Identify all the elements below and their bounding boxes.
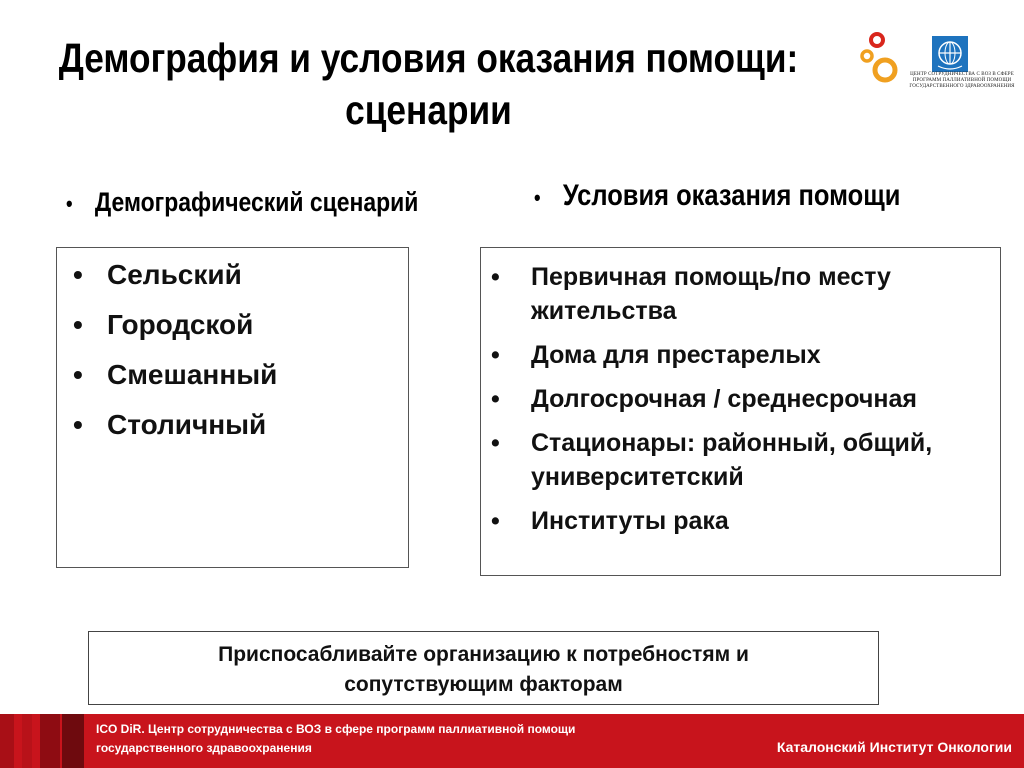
bullet: • [73, 359, 83, 390]
slide-title-line1: Демография и условия оказания помощи: [58, 35, 799, 81]
right-heading-text: Условия оказания помощи [562, 179, 901, 212]
right-heading [534, 180, 900, 214]
list-item [57, 358, 408, 391]
care-settings-box [480, 247, 1001, 576]
who-caption: ЦЕНТР СОТРУДНИЧЕСТВА С ВОЗ В СФЕРЕ ПРОГРАММ ПАЛЛИАТИВНОЙ ПОМОЩИ ГОСУДАРСТВЕННОГО ЗДРАВООХРАНЕНИЯ [909, 72, 1015, 89]
callout-box [88, 631, 879, 705]
bullet: • [491, 507, 500, 535]
list-item-text: Городской [107, 309, 254, 340]
slide-title [20, 32, 837, 136]
list-item [481, 426, 1000, 494]
list-item [481, 260, 1000, 328]
list-item-text: Сельский [107, 259, 242, 290]
logo-area [858, 30, 1018, 130]
bullet: • [491, 385, 500, 413]
list-item-text: Смешанный [107, 359, 278, 390]
who-emblem-icon [932, 36, 968, 72]
bullet: • [491, 263, 500, 291]
list-item [481, 382, 1000, 416]
list-item [57, 308, 408, 341]
callout-line1: Приспосабливайте организацию к потребностям и [218, 643, 749, 666]
footer-stripe [40, 714, 60, 768]
list-item-text: Столичный [107, 409, 267, 440]
list-item-text: Первичная помощь/по месту жительства [531, 263, 891, 325]
bullet: • [73, 309, 83, 340]
footer-stripe [0, 714, 14, 768]
footer-stripe [22, 714, 32, 768]
list-item [57, 408, 408, 441]
footer-left-line1: ICO DiR. Центр сотрудничества с ВОЗ в сфере программ паллиативной помощи [96, 722, 576, 736]
bullet: • [491, 341, 500, 369]
list-item [57, 258, 408, 291]
slide-title-line2: сценарии [345, 87, 512, 133]
list-item-text: Институты рака [531, 507, 729, 535]
ico-logo-icon [858, 30, 908, 86]
list-item-text: Дома для престарелых [531, 341, 821, 369]
bullet: • [66, 191, 73, 216]
left-heading [66, 186, 418, 220]
bullet: • [73, 409, 83, 440]
care-settings-list [481, 248, 1000, 538]
footer-stripe [62, 714, 84, 768]
bullet: • [534, 185, 541, 210]
demographic-scenarios-box [56, 247, 409, 568]
footer-bar [0, 714, 1024, 768]
footer-right-text: Каталонский Институт Онкологии [776, 739, 1012, 755]
list-item [481, 338, 1000, 372]
bullet: • [491, 429, 500, 457]
list-item-text: Долгосрочная / среднесрочная [531, 385, 917, 413]
bullet: • [73, 259, 83, 290]
list-item [481, 504, 1000, 538]
footer-left-text [96, 720, 575, 758]
footer-left-line2: государственного здравоохранения [96, 741, 312, 755]
callout-line2: сопутствующим факторам [344, 673, 623, 696]
left-heading-text: Демографический сценарий [94, 187, 419, 217]
demographic-list [57, 248, 408, 441]
list-item-text: Стационары: районный, общий, университетский [531, 429, 933, 491]
